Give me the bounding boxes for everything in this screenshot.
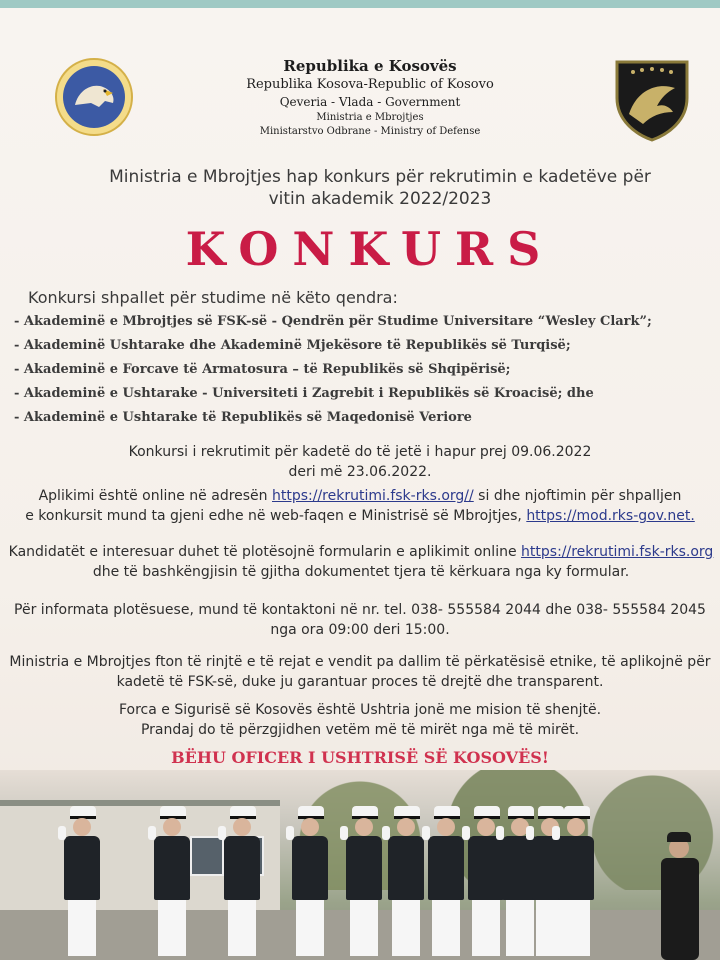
header-ministry: Ministria e Mbrojtjes	[316, 112, 424, 123]
dates-line-2: deri më 23.06.2022.	[288, 464, 432, 480]
closing-text	[0, 700, 720, 740]
list-item: - Akademinë e Forcave të Armatosura – të Republikës së Shqipërisë;	[14, 362, 511, 377]
recruitment-link[interactable]: https://rekrutimi.fsk-rks.org//	[272, 488, 474, 504]
call-to-action: BËHU OFICER I USHTRISË SË KOSOVËS!	[171, 748, 549, 767]
invitation-line-2: kadetë të FSK-së, duke ju garantuar proces të drejtë dhe transparent.	[116, 674, 604, 690]
government-header	[200, 56, 540, 139]
closing-line-2: Prandaj do të përzgjidhen vetëm më të mirët nga më të mirët.	[140, 722, 580, 738]
centers-intro: Konkursi shpallet për studime në këto qendra:	[28, 288, 398, 307]
header-republic: Republika e Kosovës	[283, 57, 457, 75]
header-government: Qeveria - Vlada - Government	[279, 95, 461, 109]
subtitle-line-1: Ministria e Mbrojtjes hap konkurs për rekrutimin e kadetëve për	[109, 167, 651, 187]
application-text: Aplikimi është online në adresën	[38, 488, 272, 504]
application-info	[0, 486, 720, 526]
list-item: - Akademinë e Ushtarake - Universiteti i Zagrebit i Republikës së Kroacisë; dhe	[14, 386, 594, 401]
ministry-website-link[interactable]: https://mod.rks-gov.net.	[526, 508, 695, 524]
candidates-line-2: dhe të bashkëngjisin të gjitha dokumentet tjera të kërkuara nga ky formular.	[92, 564, 630, 580]
application-text-2: e konkursit mund ta gjeni edhe në web-faqen e Ministrisë së Mbrojtjes,	[25, 508, 527, 524]
contact-info	[0, 600, 720, 640]
cadets-photo	[0, 770, 720, 960]
contact-line-1: Për informata plotësuese, mund të kontaktoni në nr. tel. 038- 555584 2044 dhe 038- 555584 2045	[14, 602, 706, 618]
invitation-line-1: Ministria e Mbrojtjes fton të rinjtë e të rejat e vendit pa dallim të përkatësisë etnike, të aplikojnë për	[9, 654, 711, 670]
invitation-text	[0, 652, 720, 692]
application-dates	[0, 442, 720, 482]
announcement-subtitle	[40, 166, 720, 210]
application-text-cont: si dhe njoftimin për shpalljen	[473, 488, 682, 504]
header-ministry-defense: Ministarstvo Odbrane - Ministry of Defense	[259, 126, 481, 137]
closing-line-1: Forca e Sigurisë së Kosovës është Ushtria jonë me mision të shenjtë.	[118, 702, 602, 718]
header-republic-multilingual: Republika Kosova-Republic of Kosovo	[246, 77, 494, 92]
list-item: - Akademinë e Mbrojtjes së FSK-së - Qendrën për Studime Universitare “Wesley Clark”;	[14, 314, 652, 329]
candidates-text: Kandidatët e interesuar duhet të plotësojnë formularin e aplikimit online	[8, 544, 522, 560]
page-title: KONKURS	[185, 222, 555, 276]
ministry-emblem-icon	[55, 58, 133, 136]
application-form-link[interactable]: https://rekrutimi.fsk-rks.org	[521, 544, 714, 560]
list-item: - Akademinë e Ushtarake të Republikës së Maqedonisë Veriore	[14, 410, 472, 425]
ksf-shield-icon	[613, 58, 691, 142]
list-item: - Akademinë Ushtarake dhe Akademinë Mjekësore të Republikës së Turqisë;	[14, 338, 571, 353]
dates-line-1: Konkursi i rekrutimit për kadetë do të jetë i hapur prej 09.06.2022	[128, 444, 592, 460]
candidates-info	[0, 542, 720, 582]
subtitle-line-2: vitin akademik 2022/2023	[268, 189, 492, 209]
contact-line-2: nga ora 09:00 deri 15:00.	[270, 622, 450, 638]
centers-list	[14, 310, 720, 430]
